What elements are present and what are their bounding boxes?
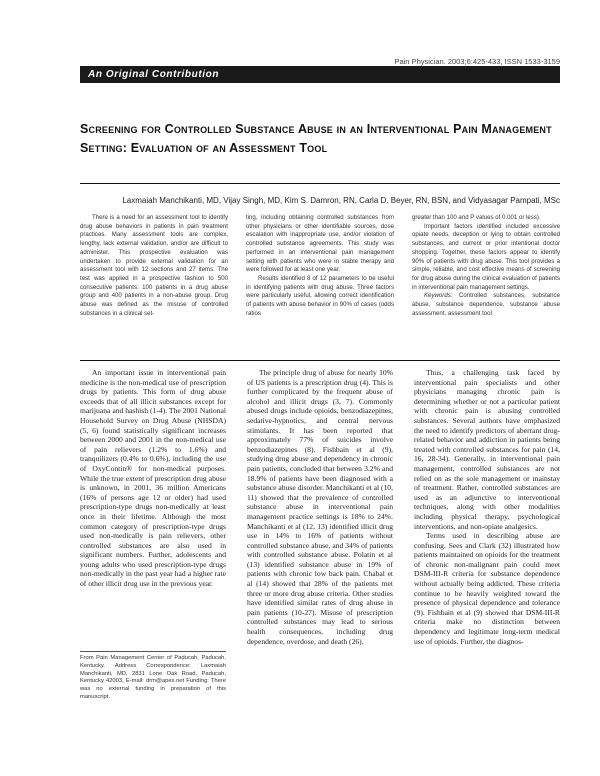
body-paragraph: Terms used in describing abuse are confusing. Sees and Clark (32) illustrated how patients maintained on opioids for the treatment of chronic non-malignant pain could meet DSM-III-R criteria for substance dependence without actually being addicted. These criteria continue to be heavily weighted toward the presence of physical dependence and tolerance (9). Fishbain et al (9) showed that DSM-III-R criteria make no distinction between dependency and legitimate long-term medical use of opioids. Further, the diagnos- (414, 531, 560, 646)
abstract-paragraph: There is a need for an assessment tool to identify drug abuse behaviors in patients in pain treatment practices. Many assessment tools are complex, lengthy, lack external validation, and/or are difficult to administer. This prospective evaluation was undertaken to provide external validation for an assessment tool with 12 sections and 27 items. The test was applied in a prospective fashion to 500 consecutive patients: 100 patients in a drug abuse group and 400 patients in a non-abuse group. Drug abuse was defined as the misuse of controlled substances in a clinical set- (80, 214, 228, 317)
section-banner-label: An Original Contribution (88, 69, 220, 80)
abstract-column-3 (412, 214, 560, 318)
abstract-paragraph: greater than 100 and P values of 0.001 or less). (412, 214, 541, 221)
abstract-paragraph: Results identified 8 of 12 parameters to be useful in identifying patients with drug abuse. Three factors were particularly useful, allowing correct identification of patients with abuse behavior in 90% of cases (odds ratios (246, 274, 394, 317)
abstract-paragraph: Important factors identified included excessive opiate needs, deception or lying to obtain controlled substances, and current or prior intentional doctor shopping. Together, these factors appear to identify 90% of patients with drug abuse. This tool provides a simple, reliable, and cost effective means of screening for drug abuse during the clinical evaluation of patients in interventional pain management settings. (412, 222, 560, 291)
body-paragraph: An important issue in interventional pain medicine is the non-medical use of prescription drugs by patients. This form of drug abuse exceeds that of all illicit substances except for marijuana and hashish (1-4). The 2001 National Household Survey on Drug Abuse (NHSDA) (5, 6) found statistically significant increases between 2000 and 2001 in the non-medical use of pain relievers (1.2% to 1.6%) and tranquilizers (0.4% to 0.6%), including the use of OxyContin® for non-medical purposes. While the true extent of prescription drug abuse is unknown, in 2001, 36 million Americans (16% of persons age 12 or older) had used prescription-type drugs non-medically at least once in their lifetime. Although the most common category of prescription-type drugs used non-medically is pain relievers, other controlled substances are also used in significant numbers. Further, adolescents and young adults who used prescription-type drugs non-medically in the past year had a higher rate of other illicit drug use in the previous year. (80, 368, 226, 589)
footnote: From Pain Management Center of Paducah, Paducah, Kentucky. Address Correspondence: Laxmaiah Manchikanti, MD, 2831 Lone Oak Road, Paducah, Kentucky 42003, E-mail: drm@apex.net Funding: There was no external funding in preparation of this manuscript. (80, 655, 226, 700)
abstract-column-2 (246, 214, 394, 318)
body-paragraph: The principle drug of abuse for nearly 10% of US patients is a prescription drug (4). This is further complicated by the frequent abuse of alcohol and illicit drugs (3, 7). Commonly abused drugs include opioids, benzodiazepines, sedative-hypnotics, and central nervous stimulants. It has been reported that approximately 77% of suicides involve benzodiazepines (8). Fishbain et al (9), studying drug abuse and dependency in chronic pain patients, concluded that between 3.2% and 18.9% of patients have been diagnosed with a substance abuse disorder. Manchikanti et al (10, 11) showed that the prevalence of controlled substance abuse in interventional pain management practice settings is 18% to 24%. Manchikanti et al (12, 13) identified illicit drug use in 14% to 16% of patients without controlled substance abuse, and 34% of patients with controlled substance abuse. Polatin et al (13) identified substance abuse in 19% of patients with chronic low back pain. Chabal et al (14) showed that 28% of the patients met three or more drug abuse criteria. Other studies have identified similar rates of drug abuse in pain patients (10-27). Misuse of prescription controlled substances may lead to serious health consequences, including drug dependence, overdose, and death (26). (247, 368, 393, 646)
keywords-label: Keywords: (424, 292, 453, 300)
body-column-1 (80, 368, 226, 589)
title-rule (80, 183, 560, 184)
abstract (80, 214, 560, 356)
body-column-3 (414, 368, 560, 646)
keywords (412, 292, 560, 318)
abstract-rule (80, 360, 560, 361)
keywords-text: Controlled substances, substance abuse, substance dependence, substance abuse assessment, assessment tool (412, 292, 560, 317)
journal-citation: Pain Physician. 2003;6:425-433, ISSN 1533-3159 (394, 57, 560, 66)
article-title: Screening for Controlled Substance Abuse in an Interventional Pain Management Setting: Evaluation of an Assessment Tool (80, 122, 552, 155)
body-paragraph: Thus, a challenging task faced by interventional pain specialists and other physicians managing chronic pain is determining whether or not a particular patient with chronic pain is abusing controlled substances. Several authors have emphasized the need to identify predictors of aberrant drug-related behavior and addiction in patients being treated with controlled substances for pain (14, 16, 28-34). Generally, in interventional pain management, controlled substances are not relied on as the sole management or mainstay of treatment. Rather, controlled substances are used as an adjunctive to interventional techniques, along with other modalities including physical therapy, psychological interventions, and non-opiate analgesics. (414, 368, 560, 531)
footnote-rule (80, 651, 226, 652)
body-column-2 (247, 368, 393, 646)
section-banner (80, 66, 560, 83)
abstract-column-1 (80, 214, 228, 318)
author-list: Laxmaiah Manchikanti, MD, Vijay Singh, MD, Kim S. Damron, RN, Carla D. Beyer, RN, BSN, and Vidyasagar Pampati, MSc (122, 196, 560, 205)
abstract-paragraph: ting, including obtaining controlled substances from other physicians or other identifiable sources, dose escalation with inappropriate use, and/or violation of controlled substance agreements. This study was performed in an interventional pain management setting with patients who were in stable therapy and were followed for at least one year. (246, 214, 394, 274)
